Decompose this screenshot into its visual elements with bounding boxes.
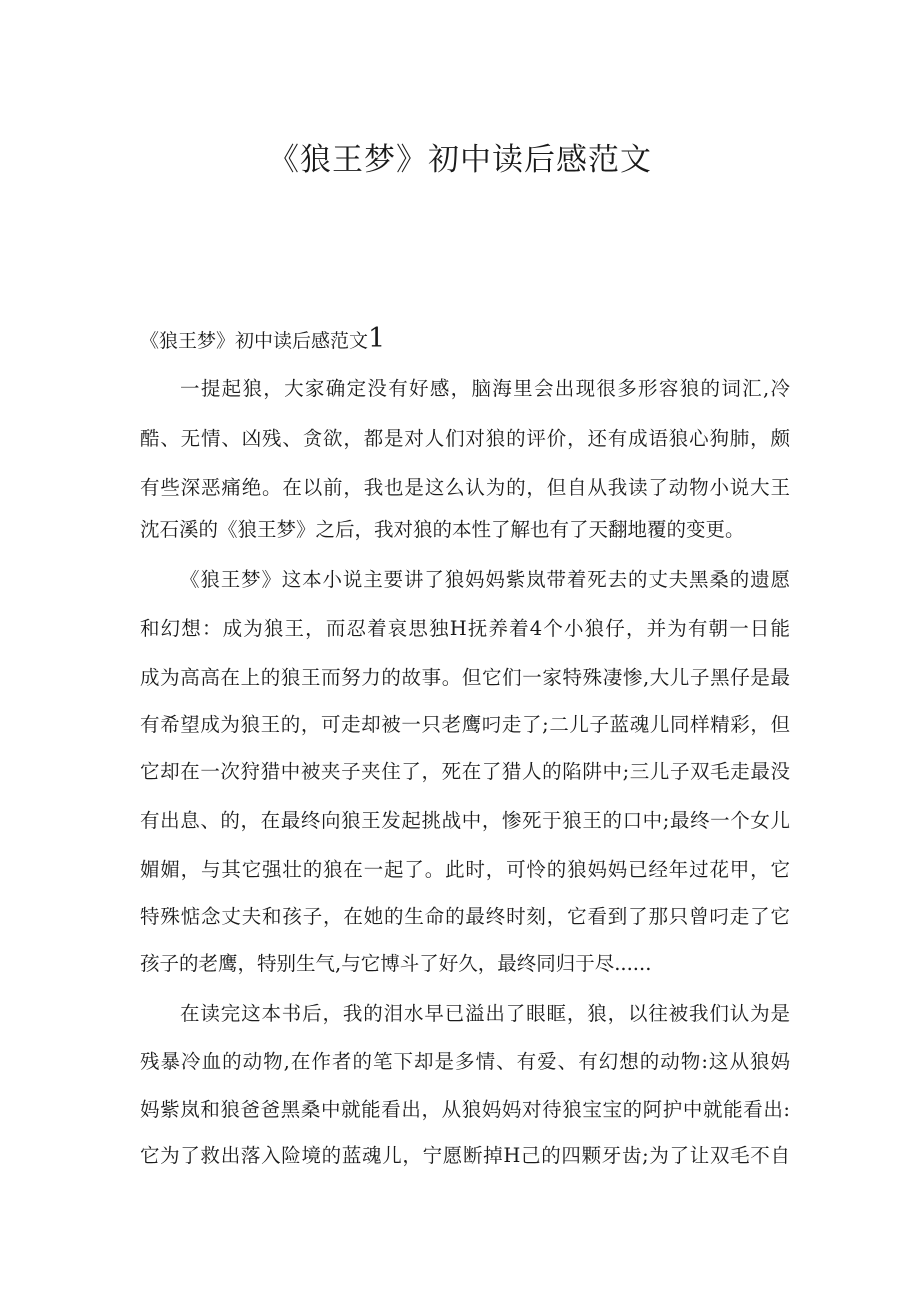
text-line: 在读完这本书后，我的泪水早已溢出了眼眶，狼，以往被我们认为是 <box>180 1002 790 1025</box>
text-line: 和幻想：成为狼王，而忍着哀思独H抚养着4个小狼仔，并为有朝一日能 <box>140 617 790 640</box>
text-line: 有些深恶痛绝。在以前，我也是这么认为的，但自从我读了动物小说大王 <box>140 476 790 499</box>
text-line: 有希望成为狼王的，可走却被一只老鹰叼走了;二儿子蓝魂儿同样精彩，但 <box>140 713 790 736</box>
text-line: 残暴冷血的动物,在作者的笔下却是多情、有爱、有幻想的动物:这从狼妈 <box>140 1050 790 1073</box>
text-line: 媚媚，与其它强壮的狼在一起了。此时，可怜的狼妈妈已经年过花甲，它 <box>140 858 790 881</box>
text-line: 特殊惦念丈夫和孩子，在她的生命的最终时刻，它看到了那只曾叼走了它 <box>140 905 790 928</box>
document-title: 《狼王梦》初中读后感范文 <box>268 142 652 178</box>
section-heading-text: 《狼王梦》初中读后感范文 <box>140 330 369 352</box>
text-line: 妈紫岚和狼爸爸黑桑中就能看出，从狼妈妈对待狼宝宝的阿护中就能看出: <box>140 1098 790 1121</box>
text-line: 有出息、的，在最终向狼王发起挑战中，惨死于狼王的口中;最终一个女儿 <box>140 809 790 832</box>
text-line: 沈石溪的《狼王梦》之后，我对狼的本性了解也有了天翻地覆的变更。 <box>140 518 745 541</box>
text-line: 酷、无情、凶残、贪欲，都是对人们对狼的评价，还有成语狼心狗肺，颇 <box>140 427 790 450</box>
text-line: 孩子的老鹰，特别生气,与它博斗了好久，最终同归于尽...... <box>140 952 652 975</box>
text-line: 成为高高在上的狼王而努力的故事。但它们一家特殊凄惨,大儿子黑仔是最 <box>140 666 790 689</box>
section-heading <box>140 322 385 358</box>
text-line: 它为了救出落入险境的蓝魂儿，宁愿断掉H己的四颗牙齿;为了让双毛不自 <box>140 1144 790 1167</box>
text-line: 《狼王梦》这本小说主要讲了狼妈妈紫岚带着死去的丈夫黑桑的遗愿 <box>180 568 790 591</box>
text-line: 它却在一次狩猎中被夹子夹住了，死在了猎人的陷阱中;三儿子双毛走最没 <box>140 760 790 783</box>
section-heading-number: 1 <box>368 323 386 354</box>
text-line: 一提起狼，大家确定没有好感，脑海里会出现很多形容狼的词汇,冷 <box>180 377 790 400</box>
